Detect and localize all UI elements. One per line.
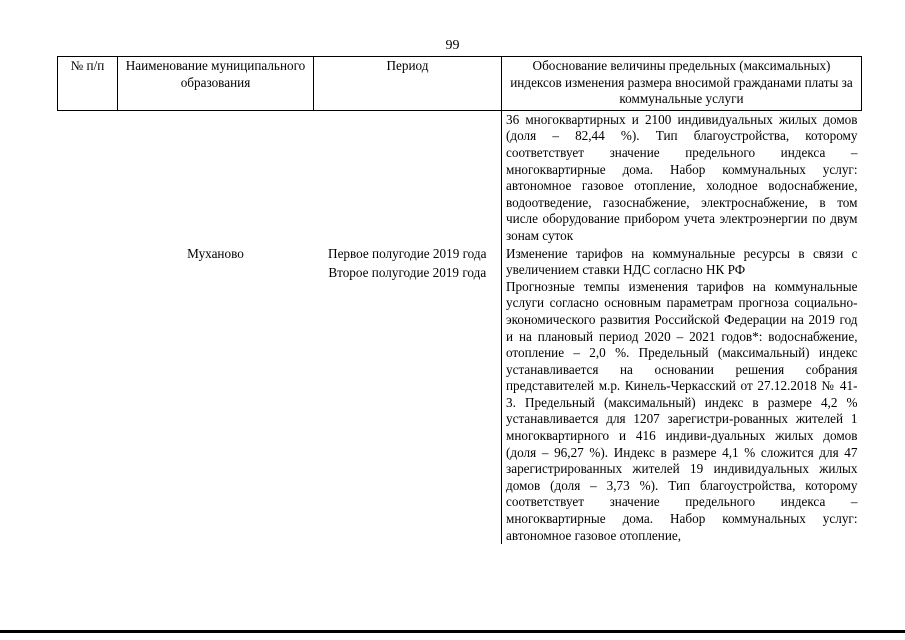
justification-second-half: Прогнозные темпы изменения тарифов на коммунальные услуги согласно основным параметрам прогноза социально-экономического развития Российской Федерации на 2019 год и на плановый период 2020 – 2021 годов*: водоснабжение, отопление – 2,0 %. Предельный (максимальный) индекс устанавливается на основании решения собрания представителей м.р. Кинель-Черкасский от 27.12.2018 № 41-3. Предельный (максимальный) индекс в размере 4,2 % устанавливается для 1207 зарегистри-рованных жителей 1 многоквартирного и 416 индиви-дуальных жилых домов (доля – 96,27 %). Индекс в размере 4,1 % сложится для 47 зарегистрированных жителей 19 индивидуальных жилых домов (доля – 3,73 %). Тип благоустройства, которому соответствует значение предельного индекса – многоквартирные дома. Набор коммунальных услуг: автономное газовое отопление, bbox=[506, 278, 858, 543]
header-justification: Обоснование величины предельных (максимальных) индексов изменения размера вносимой гражданами платы за коммунальные услуги bbox=[502, 57, 862, 111]
page-bottom-border bbox=[0, 630, 905, 633]
period-second-half: Второе полугодие 2019 года bbox=[328, 265, 487, 281]
period-first-half: Первое полугодие 2019 года bbox=[328, 245, 487, 261]
municipality-name: Муханово bbox=[187, 245, 244, 261]
page-number: 99 bbox=[445, 38, 460, 53]
justification-cell bbox=[502, 245, 862, 545]
tariff-index-table bbox=[57, 56, 862, 544]
table-header-row bbox=[58, 57, 862, 111]
table-row-continuation bbox=[58, 110, 862, 244]
header-period: Период bbox=[314, 57, 502, 111]
header-number: № п/п bbox=[58, 57, 118, 111]
header-municipality: Наименование муниципального образования bbox=[118, 57, 314, 111]
continuation-justification-text: 36 многоквартирных и 2100 индивидуальных жилых домов (доля – 82,44 %). Тип благоустройства, которому соответствует значение предельного индекса – многоквартирные дома. Набор коммунальных услуг: автономное газовое отопление, холодное водоснабжение, водоотведение, газоснабжение, электроснабжение, в том числе оборудование прибором учета электроэнергии по двум зонам суток bbox=[502, 110, 862, 244]
justification-first-half: Изменение тарифов на коммунальные ресурсы в связи с увеличением ставки НДС согласно НК РФ bbox=[506, 245, 858, 278]
period-cell bbox=[314, 245, 502, 545]
table-row bbox=[58, 245, 862, 545]
